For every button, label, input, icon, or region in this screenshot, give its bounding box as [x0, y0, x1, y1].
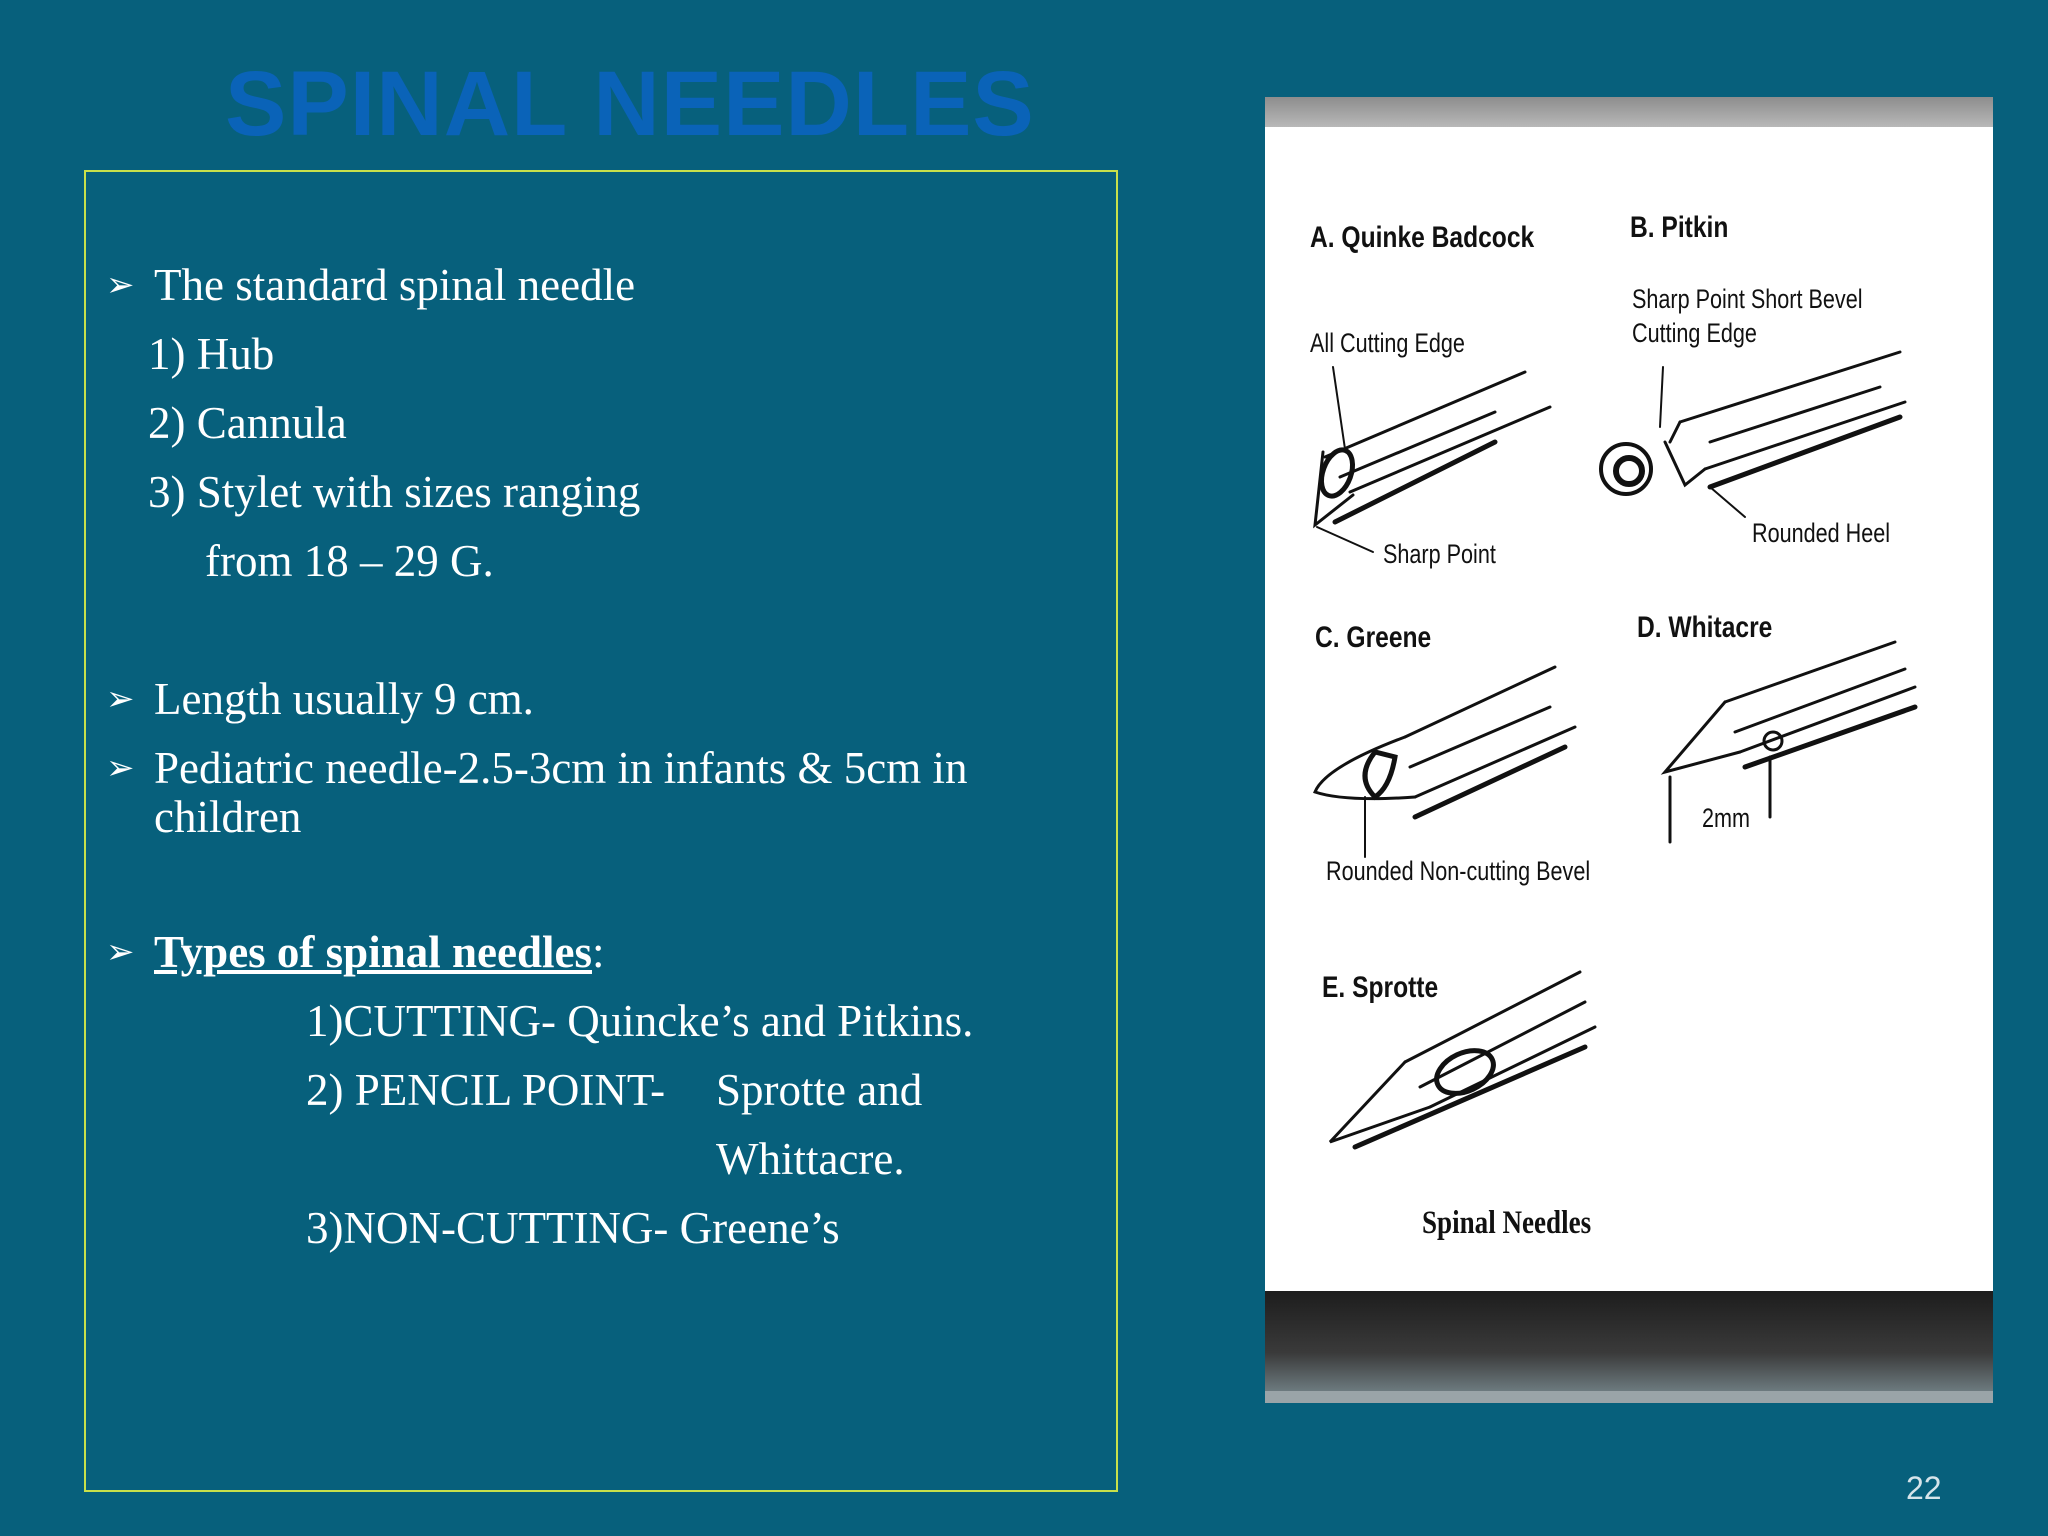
label-sprotte: E. Sprotte — [1322, 971, 1439, 1004]
slide-title: SPINAL NEEDLES — [225, 53, 1035, 155]
type-pencil-point-line2: Whittacre. — [716, 1134, 905, 1184]
label-greene: C. Greene — [1315, 621, 1432, 654]
label-pitkin: B. Pitkin — [1630, 211, 1729, 244]
note-rounded-heel: Rounded Heel — [1752, 518, 1891, 548]
content-box — [84, 170, 1118, 1492]
greene-needle-drawing — [1315, 667, 1575, 857]
bullet-pediatric-line1: Pediatric needle-2.5-3cm in infants & 5cm in — [154, 743, 968, 793]
type-cutting: 1)CUTTING- Quincke’s and Pitkins. — [306, 996, 974, 1046]
list-item-hub: 1) Hub — [148, 329, 275, 379]
figure-caption: Spinal Needles — [1422, 1205, 1592, 1241]
arrow-bullet-icon: ➢ — [106, 679, 135, 719]
list-item-stylet-sizes: from 18 – 29 G. — [205, 536, 494, 586]
needle-illustrations — [1265, 97, 1993, 1403]
quincke-needle-drawing — [1315, 367, 1550, 552]
type-non-cutting: 3)NON-CUTTING- Greene’s — [306, 1203, 840, 1253]
types-heading: Types of spinal needles — [154, 927, 592, 977]
arrow-bullet-icon: ➢ — [106, 932, 135, 972]
label-whitacre: D. Whitacre — [1637, 611, 1773, 644]
arrow-bullet-icon: ➢ — [106, 748, 135, 788]
arrow-bullet-icon: ➢ — [106, 265, 135, 305]
note-rounded-noncutting-bevel: Rounded Non-cutting Bevel — [1326, 856, 1591, 886]
figure-bottom-bar — [1265, 1291, 1993, 1403]
note-sharp-point: Sharp Point — [1383, 539, 1496, 569]
note-sharp-point-short-bevel: Sharp Point Short Bevel — [1632, 284, 1863, 314]
note-cutting-edge: Cutting Edge — [1632, 318, 1757, 348]
bullet-standard-needle: The standard spinal needle — [154, 260, 636, 310]
list-item-cannula: 2) Cannula — [148, 398, 347, 448]
note-2mm: 2mm — [1702, 803, 1750, 833]
page-number: 22 — [1906, 1470, 1942, 1506]
types-colon: : — [591, 927, 605, 977]
type-pencil-point: 2) PENCIL POINT- — [306, 1065, 666, 1115]
list-item-stylet: 3) Stylet with sizes ranging — [148, 467, 641, 517]
note-all-cutting-edge: All Cutting Edge — [1310, 328, 1465, 358]
bullet-length: Length usually 9 cm. — [154, 674, 534, 724]
type-pencil-point-line1: Sprotte and — [716, 1065, 923, 1115]
pitkin-needle-drawing — [1601, 352, 1905, 517]
figure-bottom-strip — [1265, 1391, 1993, 1403]
bullet-types — [154, 927, 605, 977]
spinal-needles-figure — [1265, 97, 1993, 1403]
label-quincke: A. Quinke Badcock — [1310, 221, 1535, 254]
bullet-pediatric-line2: children — [154, 792, 302, 842]
